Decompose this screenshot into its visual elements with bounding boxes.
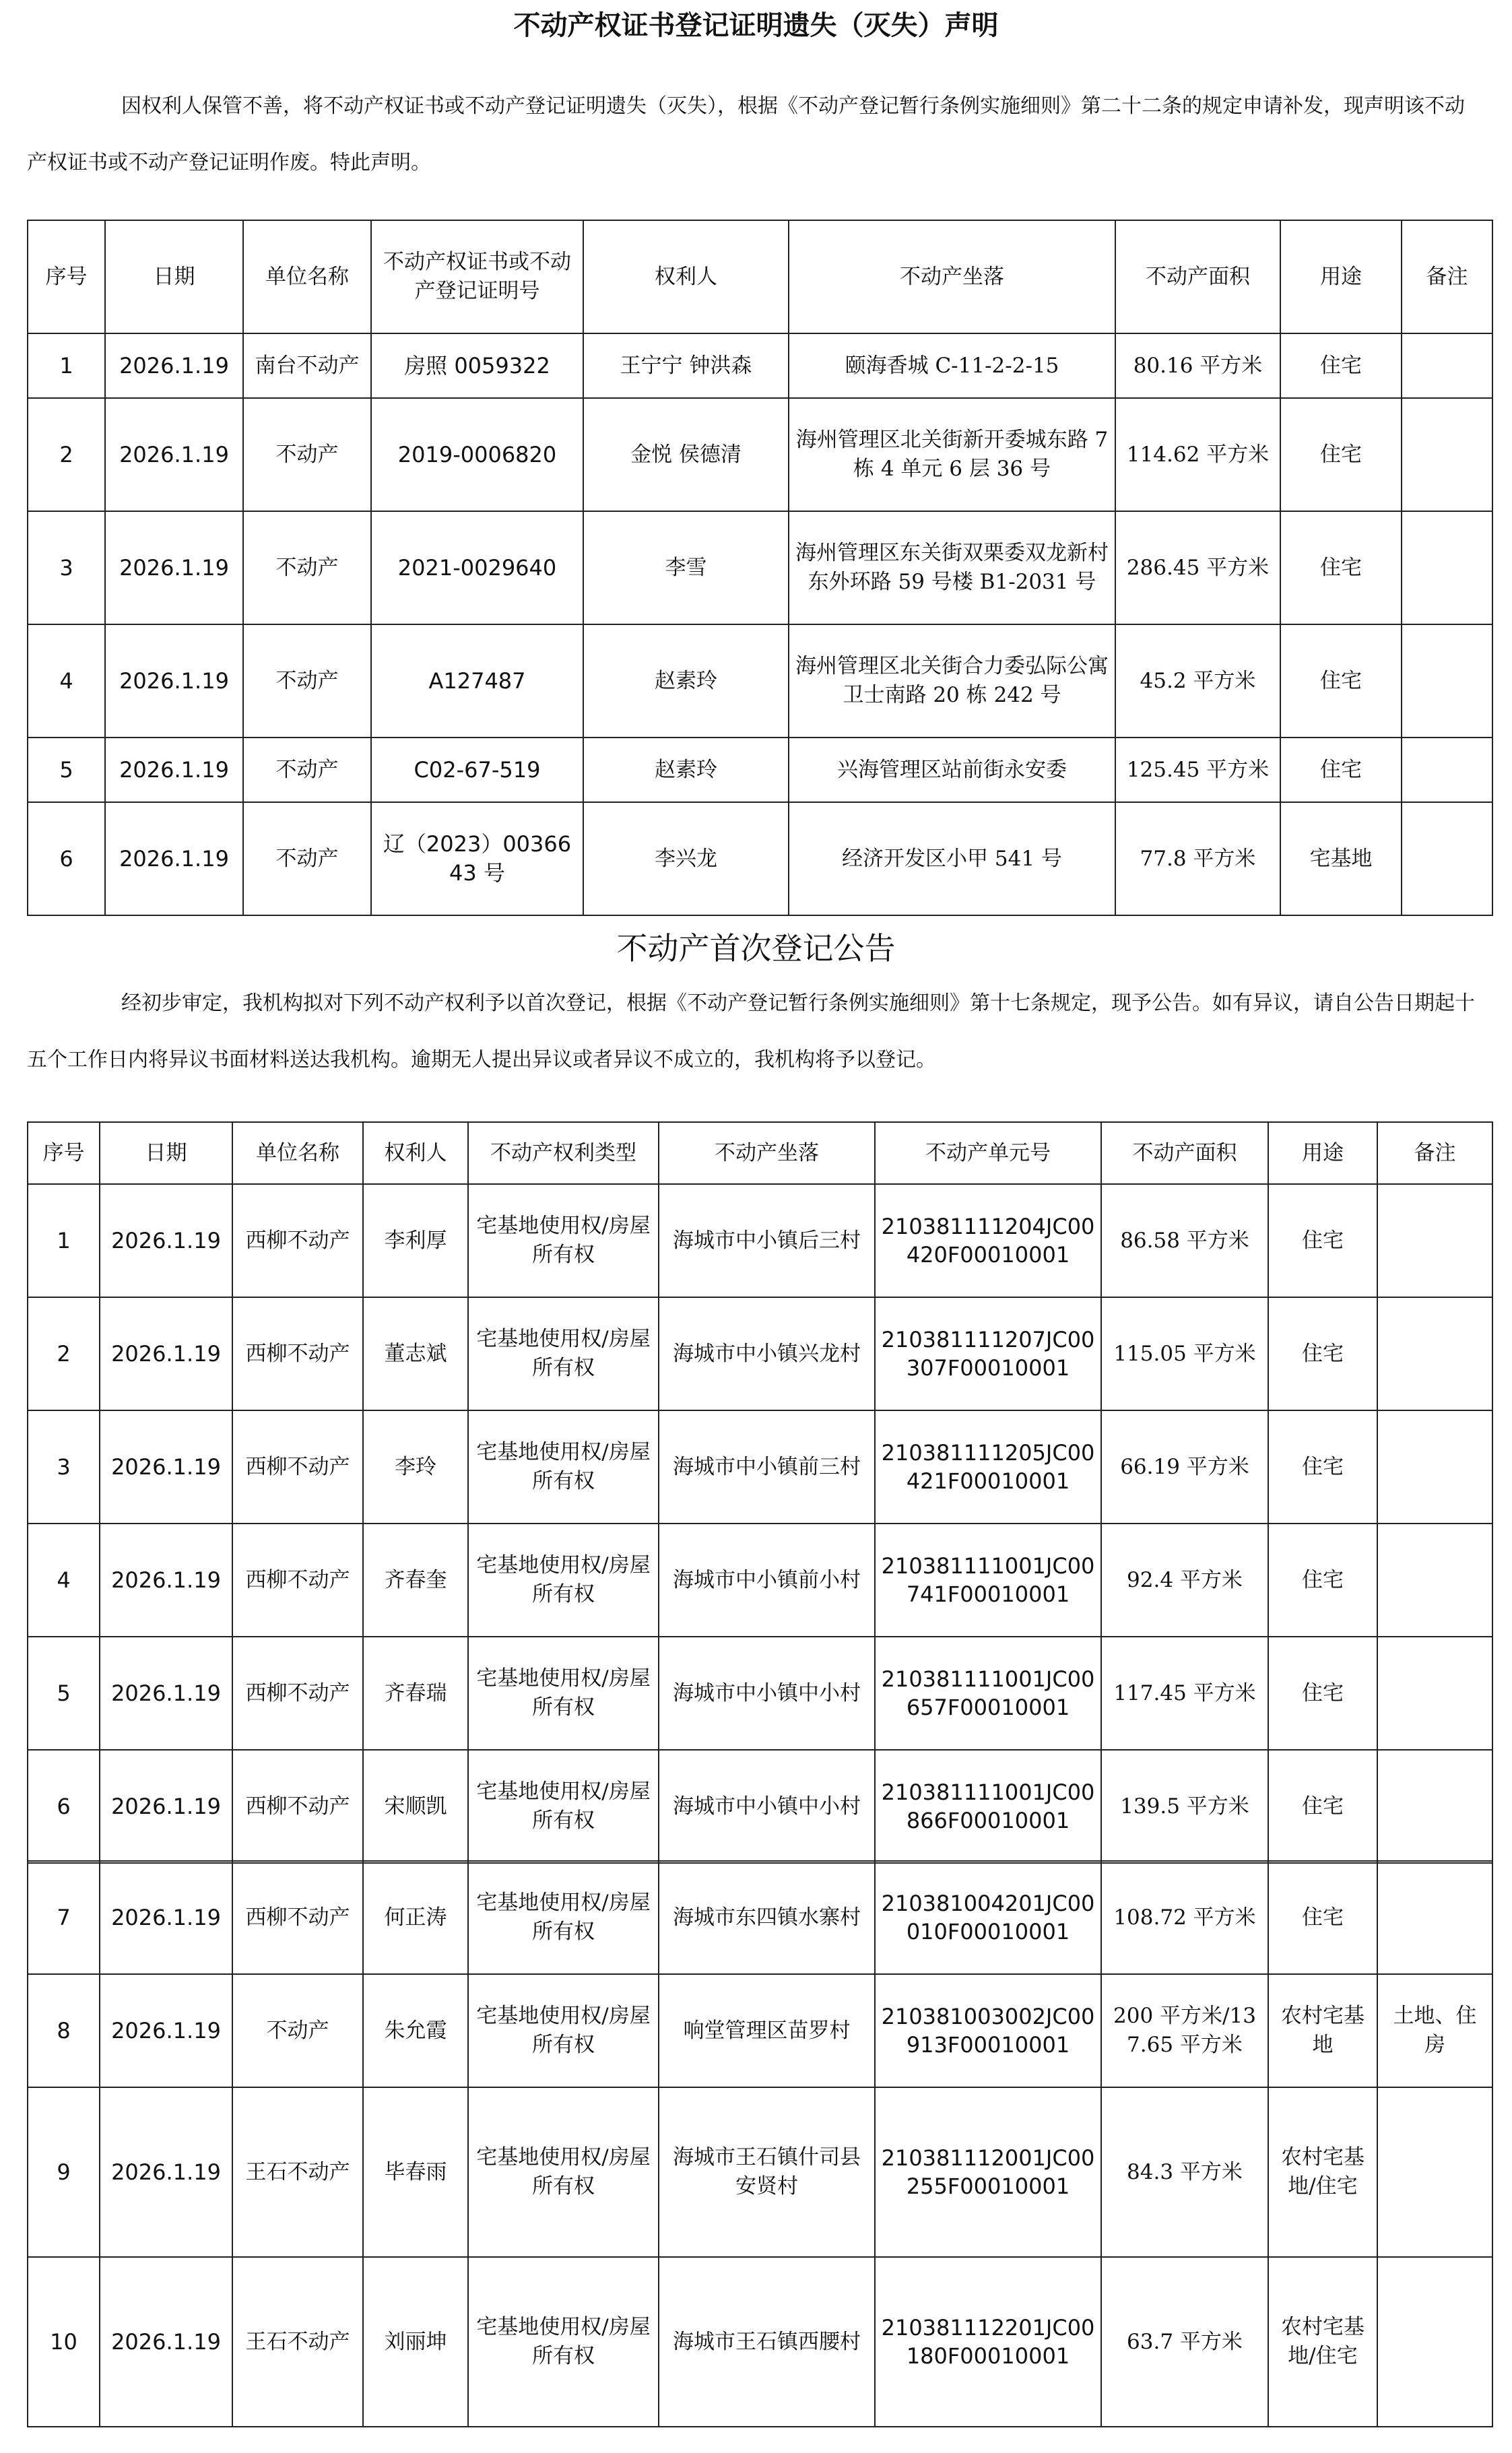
- cell-unit-no: 210381003002JC00913F00010001: [875, 1974, 1101, 2087]
- table-row: [28, 333, 1492, 398]
- cell-note: [1402, 802, 1492, 915]
- cell-type: 宅基地使用权/房屋所有权: [468, 1410, 659, 1524]
- column-header: 备注: [1402, 220, 1492, 333]
- cell-unit: 不动产: [243, 624, 371, 738]
- cell-unit-no: 210381111204JC00420F00010001: [875, 1184, 1101, 1297]
- cell-unit: 西柳不动产: [232, 1410, 363, 1524]
- loss-notice-paragraph: 因权利人保管不善，将不动产权证书或不动产登记证明遗失（灭失），根据《不动产登记暂行条例实施细则》第二十二条的规定申请补发，现声明该不动产权证书或不动产登记证明作废。特此声明。: [27, 94, 1465, 174]
- cell-date: 2026.1.19: [100, 2087, 232, 2257]
- cell-use: 住宅: [1280, 398, 1402, 511]
- column-header: 日期: [105, 220, 243, 333]
- cell-no: 5: [28, 738, 105, 802]
- cell-unit-no: 210381112001JC00255F00010001: [875, 2087, 1101, 2257]
- cell-note: [1377, 2257, 1492, 2427]
- cell-date: 2026.1.19: [105, 511, 243, 624]
- cell-unit-no: 210381112201JC00180F00010001: [875, 2257, 1101, 2427]
- column-header: 用途: [1280, 220, 1402, 333]
- cell-unit: 西柳不动产: [232, 1184, 363, 1297]
- table-row: [28, 398, 1492, 511]
- table-row: [28, 2257, 1492, 2427]
- cell-location: 海城市王石镇什司县安贤村: [659, 2087, 875, 2257]
- cell-type: 宅基地使用权/房屋所有权: [468, 1297, 659, 1410]
- loss-table-header-row: [28, 220, 1492, 333]
- first-registration-paragraph: 经初步审定，我机构拟对下列不动产权利予以首次登记，根据《不动产登记暂行条例实施细则》第十七条规定，现予公告。如有异议，请自公告日期起十五个工作日内将异议书面材料送达我机构。逾期无人提出异议或者异议不成立的，我机构将予以登记。: [27, 991, 1475, 1072]
- cell-area: 77.8 平方米: [1115, 802, 1280, 915]
- cell-unit-no: 210381111001JC00657F00010001: [875, 1637, 1101, 1750]
- cell-owner: 李兴龙: [583, 802, 789, 915]
- cell-unit-no: 210381111001JC00741F00010001: [875, 1524, 1101, 1637]
- cell-owner: 赵素玲: [583, 738, 789, 802]
- cell-area: 200 平方米/137.65 平方米: [1101, 1974, 1268, 2087]
- cell-use: 住宅: [1268, 1524, 1377, 1637]
- cell-area: 84.3 平方米: [1101, 2087, 1268, 2257]
- cell-area: 139.5 平方米: [1101, 1750, 1268, 1863]
- first-registration-table: [27, 1121, 1493, 1864]
- cell-use: 住宅: [1268, 1637, 1377, 1750]
- cell-owner: 赵素玲: [583, 624, 789, 738]
- cell-note: [1377, 1750, 1492, 1863]
- cell-use: 住宅: [1280, 511, 1402, 624]
- cell-use: 住宅: [1268, 1297, 1377, 1410]
- cell-area: 108.72 平方米: [1101, 1861, 1268, 1974]
- cell-location: 颐海香城 C-11-2-2-15: [789, 333, 1115, 398]
- cell-cert: 房照 0059322: [371, 333, 583, 398]
- first-registration-table-continued: [27, 1860, 1493, 2427]
- cell-unit: 王石不动产: [232, 2087, 363, 2257]
- cell-location: 海城市中小镇后三村: [659, 1184, 875, 1297]
- table-row: [28, 1750, 1492, 1863]
- cell-no: 7: [28, 1861, 100, 1974]
- cell-use: 住宅: [1268, 1861, 1377, 1974]
- cell-unit-no: 210381004201JC00010F00010001: [875, 1861, 1101, 1974]
- cell-type: 宅基地使用权/房屋所有权: [468, 1524, 659, 1637]
- cell-area: 117.45 平方米: [1101, 1637, 1268, 1750]
- cell-area: 86.58 平方米: [1101, 1184, 1268, 1297]
- cell-note: [1377, 1861, 1492, 1974]
- cell-area: 63.7 平方米: [1101, 2257, 1268, 2427]
- cell-use: 住宅: [1280, 624, 1402, 738]
- cell-unit: 南台不动产: [243, 333, 371, 398]
- cell-no: 6: [28, 1750, 100, 1863]
- cell-type: 宅基地使用权/房屋所有权: [468, 1861, 659, 1974]
- cell-cert: 2021-0029640: [371, 511, 583, 624]
- cell-unit: 不动产: [243, 511, 371, 624]
- cell-no: 10: [28, 2257, 100, 2427]
- cell-use: 农村宅基地: [1268, 1974, 1377, 2087]
- table-row: [28, 1410, 1492, 1524]
- cell-unit-no: 210381111205JC00421F00010001: [875, 1410, 1101, 1524]
- cell-note: [1377, 1297, 1492, 1410]
- cell-type: 宅基地使用权/房屋所有权: [468, 1974, 659, 2087]
- cell-area: 80.16 平方米: [1115, 333, 1280, 398]
- cell-no: 1: [28, 333, 105, 398]
- table-row: [28, 1861, 1492, 1974]
- cell-owner: 宋顺凯: [363, 1750, 468, 1863]
- cell-no: 4: [28, 624, 105, 738]
- cell-unit-no: 210381111001JC00866F00010001: [875, 1750, 1101, 1863]
- column-header: 不动产坐落: [789, 220, 1115, 333]
- cell-owner: 李玲: [363, 1410, 468, 1524]
- registration-table-header-row: [28, 1122, 1492, 1184]
- cell-date: 2026.1.19: [100, 1861, 232, 1974]
- cell-owner: 董志斌: [363, 1297, 468, 1410]
- cell-unit-no: 210381111207JC00307F00010001: [875, 1297, 1101, 1410]
- cell-date: 2026.1.19: [105, 738, 243, 802]
- table-row: [28, 511, 1492, 624]
- cell-owner: 王宁宁 钟洪森: [583, 333, 789, 398]
- column-header: 权利人: [583, 220, 789, 333]
- cell-date: 2026.1.19: [105, 802, 243, 915]
- cell-note: [1402, 333, 1492, 398]
- cell-owner: 朱允霞: [363, 1974, 468, 2087]
- cell-type: 宅基地使用权/房屋所有权: [468, 2087, 659, 2257]
- cell-location: 海城市王石镇西腰村: [659, 2257, 875, 2427]
- cell-owner: 齐春瑞: [363, 1637, 468, 1750]
- cell-location: 海城市中小镇中小村: [659, 1637, 875, 1750]
- column-header: 日期: [100, 1122, 232, 1184]
- column-header: 序号: [28, 220, 105, 333]
- cell-area: 286.45 平方米: [1115, 511, 1280, 624]
- column-header: 用途: [1268, 1122, 1377, 1184]
- cell-area: 115.05 平方米: [1101, 1297, 1268, 1410]
- cell-cert: 2019-0006820: [371, 398, 583, 511]
- cell-unit: 不动产: [232, 1974, 363, 2087]
- cell-use: 农村宅基地/住宅: [1268, 2257, 1377, 2427]
- cell-location: 海城市中小镇中小村: [659, 1750, 875, 1863]
- cell-note: [1377, 2087, 1492, 2257]
- cell-use: 住宅: [1280, 333, 1402, 398]
- cell-note: [1377, 1524, 1492, 1637]
- cell-date: 2026.1.19: [100, 2257, 232, 2427]
- cell-location: 兴海管理区站前街永安委: [789, 738, 1115, 802]
- cell-date: 2026.1.19: [105, 398, 243, 511]
- cell-use: 住宅: [1268, 1750, 1377, 1863]
- cell-unit: 西柳不动产: [232, 1297, 363, 1410]
- cell-no: 3: [28, 511, 105, 624]
- cell-unit: 西柳不动产: [232, 1861, 363, 1974]
- table-row: [28, 1184, 1492, 1297]
- column-header: 序号: [28, 1122, 100, 1184]
- cell-location: 响堂管理区苗罗村: [659, 1974, 875, 2087]
- cell-type: 宅基地使用权/房屋所有权: [468, 1184, 659, 1297]
- cell-location: 海州管理区东关街双栗委双龙新村东外环路 59 号楼 B1-2031 号: [789, 511, 1115, 624]
- table-row: [28, 1524, 1492, 1637]
- column-header: 不动产面积: [1101, 1122, 1268, 1184]
- table-row: [28, 624, 1492, 738]
- cell-date: 2026.1.19: [100, 1297, 232, 1410]
- cell-area: 114.62 平方米: [1115, 398, 1280, 511]
- cell-date: 2026.1.19: [105, 333, 243, 398]
- cell-location: 海州管理区北关街合力委弘际公寓卫士南路 20 栋 242 号: [789, 624, 1115, 738]
- cell-no: 1: [28, 1184, 100, 1297]
- column-header: 不动产单元号: [875, 1122, 1101, 1184]
- cell-date: 2026.1.19: [100, 1410, 232, 1524]
- cell-no: 4: [28, 1524, 100, 1637]
- cell-unit: 不动产: [243, 738, 371, 802]
- column-header: 不动产权证书或不动产登记证明号: [371, 220, 583, 333]
- cell-use: 住宅: [1280, 738, 1402, 802]
- cell-note: [1402, 624, 1492, 738]
- cell-date: 2026.1.19: [100, 1750, 232, 1863]
- cell-no: 6: [28, 802, 105, 915]
- cell-note: [1377, 1410, 1492, 1524]
- cell-no: 9: [28, 2087, 100, 2257]
- cell-date: 2026.1.19: [105, 624, 243, 738]
- cell-owner: 金悦 侯德清: [583, 398, 789, 511]
- cell-date: 2026.1.19: [100, 1974, 232, 2087]
- cell-use: 住宅: [1268, 1410, 1377, 1524]
- cell-unit: 王石不动产: [232, 2257, 363, 2427]
- column-header: 备注: [1377, 1122, 1492, 1184]
- table-row: [28, 1297, 1492, 1410]
- cell-location: 海州管理区北关街新开委城东路 7 栋 4 单元 6 层 36 号: [789, 398, 1115, 511]
- cell-unit: 西柳不动产: [232, 1524, 363, 1637]
- cell-type: 宅基地使用权/房屋所有权: [468, 2257, 659, 2427]
- cell-cert: 辽（2023）0036643 号: [371, 802, 583, 915]
- cell-area: 125.45 平方米: [1115, 738, 1280, 802]
- cell-location: 海城市中小镇兴龙村: [659, 1297, 875, 1410]
- cell-use: 农村宅基地/住宅: [1268, 2087, 1377, 2257]
- cell-date: 2026.1.19: [100, 1184, 232, 1297]
- column-header: 权利人: [363, 1122, 468, 1184]
- cell-owner: 何正涛: [363, 1861, 468, 1974]
- cell-unit: 西柳不动产: [232, 1637, 363, 1750]
- cell-no: 5: [28, 1637, 100, 1750]
- cell-location: 海城市东四镇水寨村: [659, 1861, 875, 1974]
- cell-owner: 李利厚: [363, 1184, 468, 1297]
- cell-no: 2: [28, 398, 105, 511]
- table-row: [28, 738, 1492, 802]
- cell-owner: 刘丽坤: [363, 2257, 468, 2427]
- cell-owner: 李雪: [583, 511, 789, 624]
- cell-use: 宅基地: [1280, 802, 1402, 915]
- cell-note: [1377, 1184, 1492, 1297]
- cell-owner: 毕春雨: [363, 2087, 468, 2257]
- cell-unit: 西柳不动产: [232, 1750, 363, 1863]
- cell-date: 2026.1.19: [100, 1637, 232, 1750]
- cell-owner: 齐春奎: [363, 1524, 468, 1637]
- table-row: [28, 2087, 1492, 2257]
- cell-note: 土地、住房: [1377, 1974, 1492, 2087]
- cell-type: 宅基地使用权/房屋所有权: [468, 1750, 659, 1863]
- loss-notice-title: 不动产权证书登记证明遗失（灭失）声明: [513, 10, 999, 41]
- table-row: [28, 1974, 1492, 2087]
- cell-area: 92.4 平方米: [1101, 1524, 1268, 1637]
- column-header: 不动产坐落: [659, 1122, 875, 1184]
- cell-cert: A127487: [371, 624, 583, 738]
- cell-note: [1402, 738, 1492, 802]
- loss-notice-table: [27, 220, 1493, 916]
- cell-area: 45.2 平方米: [1115, 624, 1280, 738]
- column-header: 不动产面积: [1115, 220, 1280, 333]
- table-row: [28, 802, 1492, 915]
- cell-location: 海城市中小镇前三村: [659, 1410, 875, 1524]
- cell-unit: 不动产: [243, 398, 371, 511]
- cell-note: [1402, 511, 1492, 624]
- cell-area: 66.19 平方米: [1101, 1410, 1268, 1524]
- column-header: 单位名称: [243, 220, 371, 333]
- cell-no: 8: [28, 1974, 100, 2087]
- cell-note: [1377, 1637, 1492, 1750]
- cell-date: 2026.1.19: [100, 1524, 232, 1637]
- cell-cert: C02-67-519: [371, 738, 583, 802]
- cell-no: 3: [28, 1410, 100, 1524]
- cell-location: 经济开发区小甲 541 号: [789, 802, 1115, 915]
- column-header: 单位名称: [232, 1122, 363, 1184]
- cell-note: [1402, 398, 1492, 511]
- first-registration-title: 不动产首次登记公告: [616, 930, 896, 967]
- cell-type: 宅基地使用权/房屋所有权: [468, 1637, 659, 1750]
- cell-use: 住宅: [1268, 1184, 1377, 1297]
- table-row: [28, 1637, 1492, 1750]
- cell-no: 2: [28, 1297, 100, 1410]
- cell-unit: 不动产: [243, 802, 371, 915]
- column-header: 不动产权利类型: [468, 1122, 659, 1184]
- cell-location: 海城市中小镇前小村: [659, 1524, 875, 1637]
